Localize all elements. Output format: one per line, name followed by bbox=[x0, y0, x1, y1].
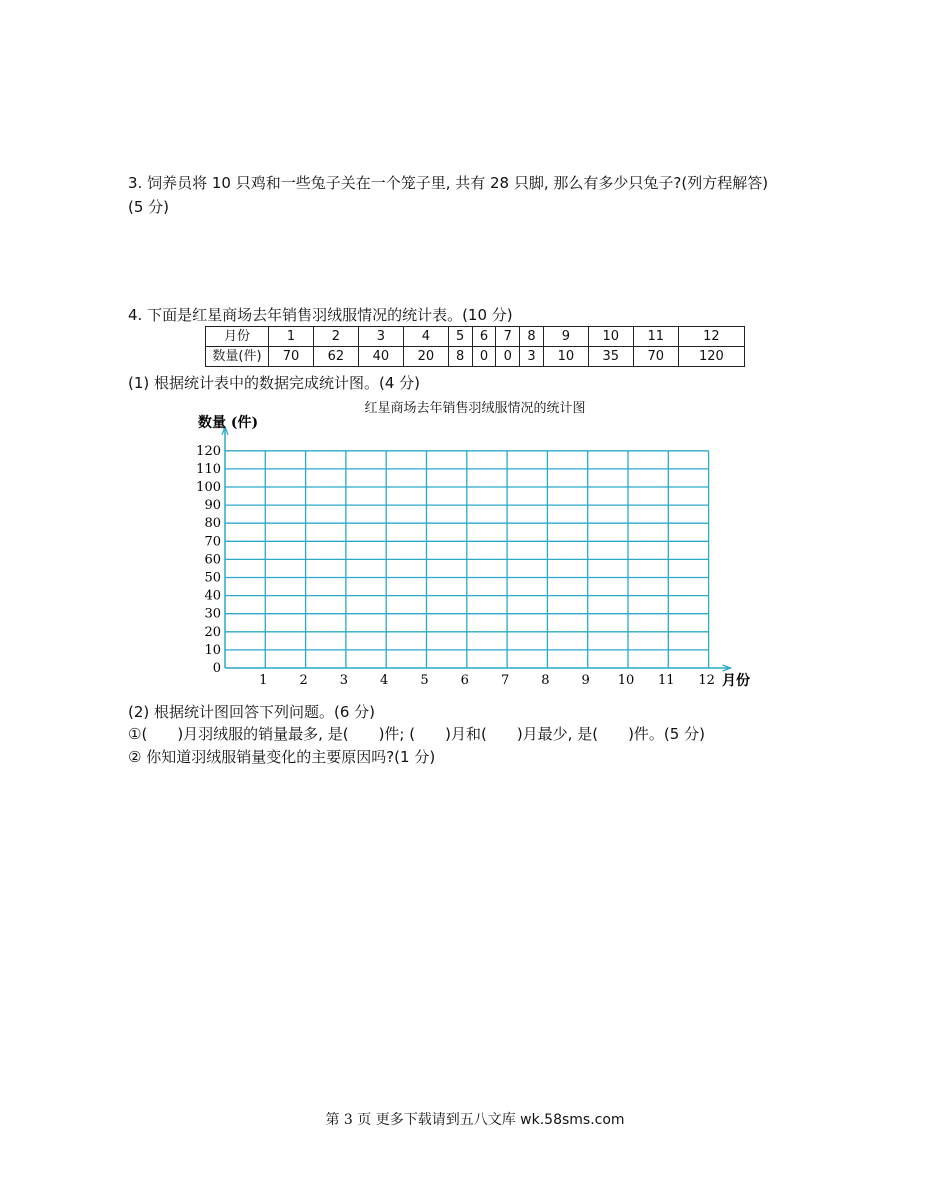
table-cell-quantity: 40 bbox=[358, 347, 403, 367]
y-tick-label: 60 bbox=[204, 552, 221, 568]
x-tick-label: 12 bbox=[698, 673, 715, 688]
y-tick-label: 110 bbox=[196, 461, 221, 477]
subquestion-2-part-2: ② 你知道羽绒服销量变化的主要原因吗?(1 分) bbox=[128, 748, 436, 766]
y-tick-label: 10 bbox=[204, 642, 221, 658]
y-tick-label: 120 bbox=[196, 443, 221, 459]
table-cell-quantity: 70 bbox=[269, 347, 314, 367]
table-cell-quantity: 3 bbox=[520, 347, 544, 367]
x-tick-label: 8 bbox=[541, 673, 550, 688]
table-cell-quantity: 0 bbox=[496, 347, 520, 367]
table-cell-quantity: 120 bbox=[678, 347, 744, 367]
table-cell-month: 3 bbox=[358, 327, 403, 347]
y-tick-label: 90 bbox=[204, 498, 221, 514]
subquestion-2-part-1 bbox=[128, 724, 705, 744]
blank-text: )月和( bbox=[445, 725, 487, 743]
question-3-text: 3. 饲养员将 10 只鸡和一些兔子关在一个笼子里, 共有 28 只脚, 那么有多少只兔子?(列方程解答) bbox=[128, 174, 769, 192]
x-tick-label: 3 bbox=[339, 673, 349, 688]
blank-text: )件。(5 分) bbox=[628, 725, 705, 743]
table-cell-quantity: 10 bbox=[543, 347, 588, 367]
x-tick-label: 7 bbox=[500, 673, 510, 688]
question-4-title: 4. 下面是红星商场去年销售羽绒服情况的统计表。(10 分) bbox=[128, 306, 513, 324]
y-tick-label: 20 bbox=[204, 624, 221, 640]
y-tick-label: 30 bbox=[204, 606, 221, 622]
table-cell-quantity: 62 bbox=[313, 347, 358, 367]
blank-text: ①( bbox=[128, 725, 148, 743]
sales-table bbox=[205, 326, 745, 367]
y-tick-label: 0 bbox=[212, 661, 221, 676]
table-cell-month: 2 bbox=[313, 327, 358, 347]
y-axis-ticks bbox=[196, 444, 221, 676]
table-cell-quantity: 70 bbox=[633, 347, 678, 367]
table-cell-month: 8 bbox=[520, 327, 544, 347]
table-cell-month: 1 bbox=[269, 327, 314, 347]
y-axis-label: 数量 (件) bbox=[198, 415, 259, 431]
page-footer bbox=[0, 1109, 950, 1129]
table-cell-quantity: 35 bbox=[588, 347, 633, 367]
footer-site-link[interactable]: wk.58sms.com bbox=[520, 1112, 625, 1128]
x-tick-label: 1 bbox=[259, 673, 268, 688]
x-tick-label: 11 bbox=[658, 673, 675, 688]
table-cell-month: 5 bbox=[448, 327, 472, 347]
table-cell-month: 7 bbox=[496, 327, 520, 347]
table-cell-month: 4 bbox=[403, 327, 448, 347]
table-cell-quantity: 8 bbox=[448, 347, 472, 367]
y-tick-label: 40 bbox=[204, 588, 221, 604]
table-cell-quantity: 20 bbox=[403, 347, 448, 367]
x-tick-label: 6 bbox=[460, 673, 469, 688]
table-cell-quantity: 0 bbox=[472, 347, 496, 367]
x-tick-label: 2 bbox=[299, 673, 308, 688]
footer-text: 第 3 页 更多下载请到五八文库 bbox=[325, 1112, 521, 1128]
table-row-quantities bbox=[206, 347, 745, 367]
table-header-quantity: 数量(件) bbox=[206, 347, 269, 367]
subquestion-1: (1) 根据统计表中的数据完成统计图。(4 分) bbox=[128, 374, 421, 392]
table-header-month: 月份 bbox=[206, 327, 269, 347]
sales-chart-grid bbox=[190, 410, 770, 695]
chart-title: 红星商场去年销售羽绒服情况的统计图 bbox=[364, 401, 586, 416]
blank-text: )月羽绒服的销量最多, 是( bbox=[177, 725, 349, 743]
table-cell-month: 11 bbox=[633, 327, 678, 347]
x-tick-label: 4 bbox=[380, 673, 389, 688]
question-3-points: (5 分) bbox=[128, 198, 170, 216]
table-row-months bbox=[206, 327, 745, 347]
table-cell-month: 6 bbox=[472, 327, 496, 347]
subquestion-2: (2) 根据统计图回答下列问题。(6 分) bbox=[128, 703, 376, 721]
x-tick-label: 5 bbox=[420, 673, 429, 688]
y-tick-label: 70 bbox=[204, 534, 221, 550]
y-tick-label: 50 bbox=[204, 570, 221, 586]
table-cell-month: 12 bbox=[678, 327, 744, 347]
chart-grid bbox=[222, 427, 731, 671]
table-cell-month: 10 bbox=[588, 327, 633, 347]
y-tick-label: 80 bbox=[204, 516, 221, 532]
x-axis-ticks bbox=[259, 673, 715, 688]
blank-text: )月最少, 是( bbox=[516, 725, 599, 743]
x-tick-label: 10 bbox=[617, 673, 635, 688]
table-cell-month: 9 bbox=[543, 327, 588, 347]
blank-text: )件; ( bbox=[378, 725, 416, 743]
x-tick-label: 9 bbox=[581, 673, 590, 688]
y-tick-label: 100 bbox=[196, 480, 221, 495]
x-axis-label: 月份 bbox=[722, 673, 750, 689]
